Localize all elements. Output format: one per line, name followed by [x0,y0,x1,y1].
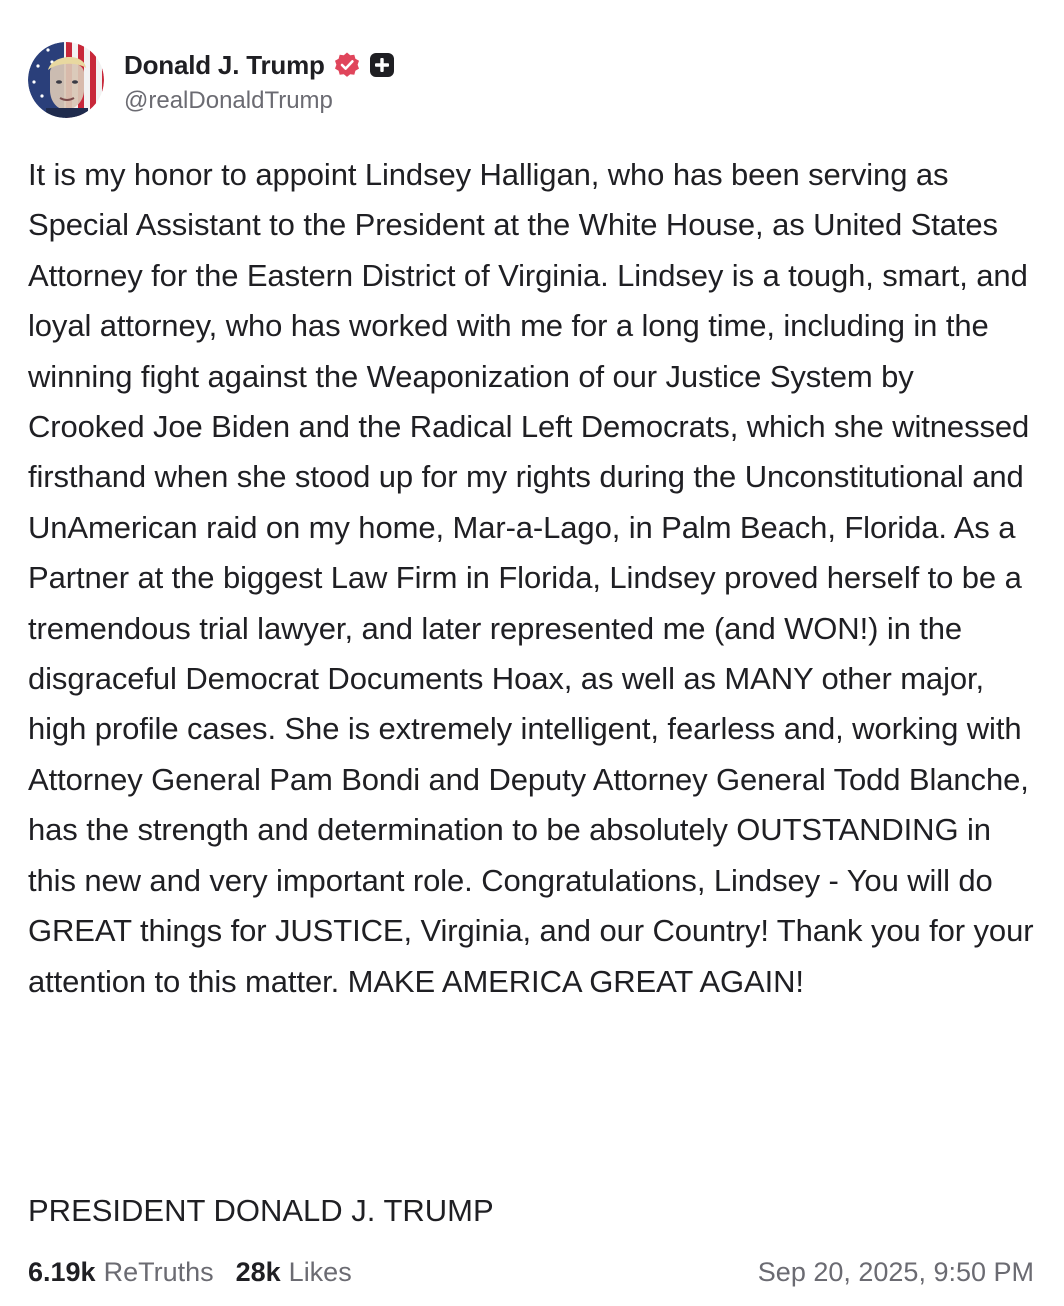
name-row [124,45,395,85]
likes-label: Likes [288,1256,352,1287]
author-handle[interactable]: @realDonaldTrump [124,87,333,114]
flag-portrait-avatar-icon [28,42,104,118]
retruths-label: ReTruths [103,1256,214,1287]
post-body: It is my honor to appoint Lindsey Halligan, who has been serving as Special Assistant to the President at the White House, as United States Attorney for the Eastern District of Virginia. Lindsey is a tough, smart, and loyal attorney, who has worked with me for a long time, including in the winning fight against the Weaponization of our Justice System by Crooked Joe Biden and the Radical Left Democrats, which she witnessed firsthand when she stood up for my rights during the Unconstitutional and UnAmerican raid on my home, Mar-a-Lago, in Palm Beach, Florida. As a Partner at the biggest Law Firm in Florida, Lindsey proved herself to be a tremendous trial lawyer, and later represented me (and WON!) in the disgraceful Democrat Documents Hoax, as well as MANY other major, high profile cases. She is extremely intelligent, fearless and, working with Attorney General Pam Bondi and Deputy Attorney General Todd Blanche, has the strength and determination to be absolutely OUTSTANDING in this new and very important role. Congratulations, Lindsey - You will do GREAT things for JUSTICE, Virginia, and our Country! Thank you for your attention to this matter. MAKE AMERICA GREAT AGAIN! [28,157,1042,999]
likes-stat[interactable] [236,1257,352,1288]
author-identity [124,45,395,115]
plus-badge-icon [369,52,395,78]
verified-badge-icon [333,51,361,79]
post-footer [28,1252,1034,1292]
retruths-stat[interactable] [28,1257,214,1288]
author-display-name[interactable]: Donald J. Trump [124,49,325,80]
post-signature: PRESIDENT DONALD J. TRUMP [28,1193,494,1228]
retruths-count: 6.19k [28,1256,96,1287]
post-timestamp[interactable]: Sep 20, 2025, 9:50 PM [757,1256,1034,1287]
avatar[interactable] [28,42,104,118]
post-header [28,42,395,118]
likes-count: 28k [235,1256,281,1287]
